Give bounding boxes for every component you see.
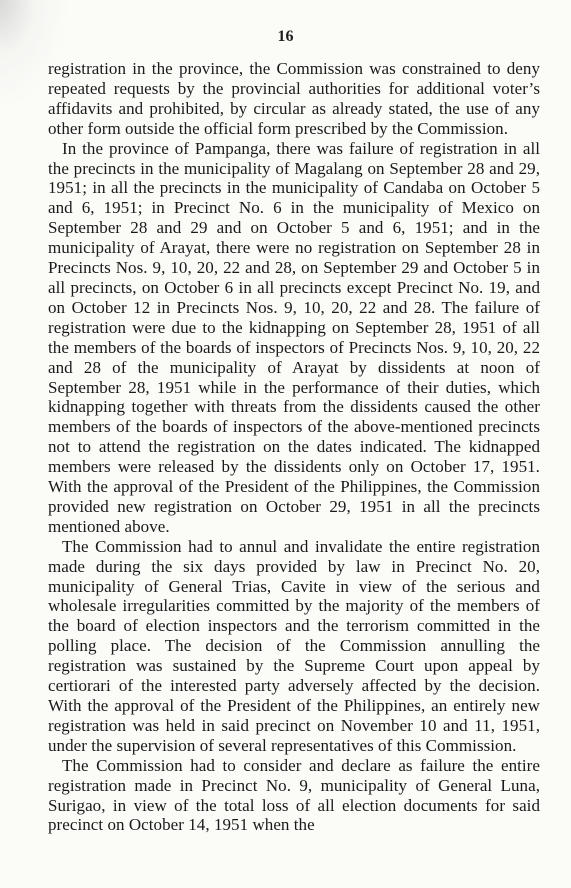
paragraph-pampanga-failure: In the province of Pampanga, there was failure of registration in all the precincts in the municipality of Magalang on September 28 and 29, 1951; in all the precincts in the municipality of Candaba on October 5 and 6, 1951; in Precinct No. 6 in the municipality of Mexico on September 28 and 29 and on October 5 and 6, 1951; and in the municipality of Arayat, there were no registration on September 28 in Precincts Nos. 9, 10, 20, 22 and 28, on September 29 and October 5 in all precincts, on October 6 in all precincts except Precinct No. 19, and on October 12 in Precincts Nos. 9, 10, 20, 22 and 28. The failure of registration were due to the kidnapping on September 28, 1951 of all the members of the boards of inspectors of Precincts Nos. 9, 10, 20, 22 and 28 of the municipality of Arayat by dissidents at noon of September 28, 1951 while in the performance of their duties, which kidnapping together with threats from the dissidents caused the other members of the boards of inspectors of the above-mentioned precincts not to attend the registration on the dates indicated. The kidnapped members were released by the dissidents only on October 17, 1951. With the approval of the President of the Philippines, the Commission provided new registration on October 29, 1951 in all the precincts mentioned above. <box>48 138 540 536</box>
paragraph-continued-registration: registration in the province, the Commission was constrained to deny repeated requests by the provincial authorities for additional voter’s affidavits and prohibited, by circular as already stated, the use of any other form outside the official form prescribed by the Commission. <box>48 59 540 138</box>
page-number: 16 <box>277 28 294 45</box>
paragraph-general-trias-annulment: The Commission had to annul and invalidate the entire registration made during the six days provided by law in Precinct No. 20, municipality of General Trias, Cavite in view of the serious and wholesale irregularities committed by the majority of the members of the board of election inspectors and the terrorism committed in the polling place. The decision of the Commission annulling the registration was sustained by the Supreme Court upon appeal by certiorari of the interested party adversely affected by the decision. With the approval of the President of the Philippines, an entirely new registration was held in said precinct on November 10 and 11, 1951, under the supervision of several representatives of this Commission. <box>48 536 540 755</box>
paragraph-general-luna-failure: The Commission had to consider and declare as failure the entire registration made in Precinct No. 9, municipality of General Luna, Surigao, in view of the total loss of all election documents for said precinct on October 14, 1951 when the <box>48 755 540 835</box>
body-text <box>48 59 540 835</box>
